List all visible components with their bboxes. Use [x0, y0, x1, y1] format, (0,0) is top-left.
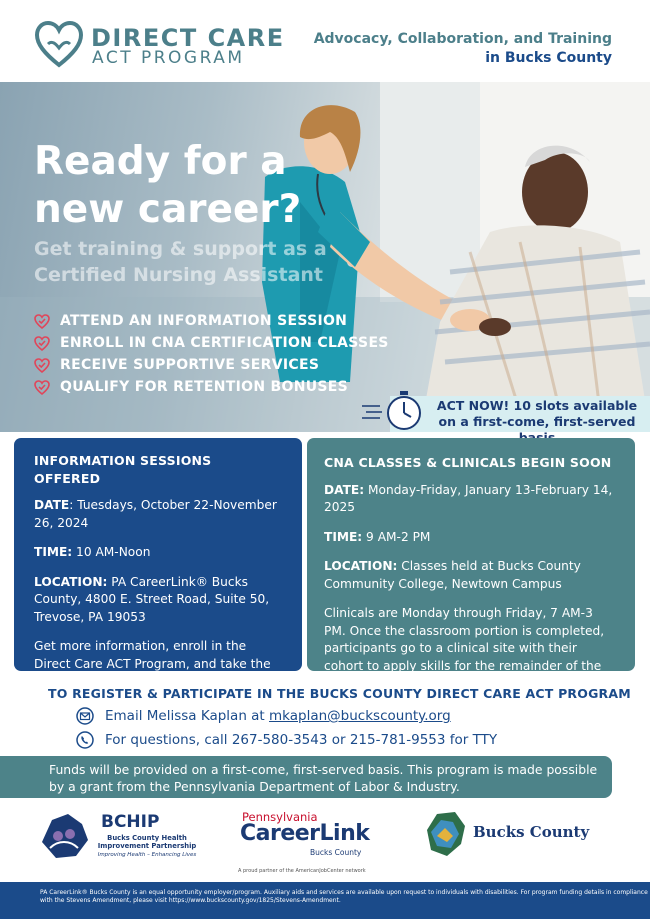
funding-notice: Funds will be provided on a first-come, first-served basis. This program is made possible by a grant from the Pennsylvania Department of Labor & Industry. [0, 756, 612, 798]
careerlink-county: Bucks County [310, 848, 362, 857]
hero-subtitle [34, 236, 327, 288]
heart-check-icon [34, 336, 50, 351]
logo-subtitle: ACT PROGRAM [92, 48, 245, 68]
email-contact [76, 706, 451, 726]
bullet-text: RECEIVE SUPPORTIVE SERVICES [60, 357, 320, 373]
heart-check-icon [34, 358, 50, 373]
time-value: 10 AM-Noon [72, 545, 151, 559]
cna-date [324, 482, 617, 517]
info-time [34, 544, 282, 562]
bullet-text: ATTEND AN INFORMATION SESSION [60, 313, 348, 329]
email-icon [76, 707, 94, 725]
location-label: LOCATION: [324, 559, 398, 573]
hero-subtitle-line1: Get training & support as a [34, 238, 327, 260]
time-value: 9 AM-2 PM [362, 529, 431, 544]
bucks-county-name: Bucks County [473, 823, 590, 841]
email-link[interactable]: mkaplan@buckscounty.org [269, 708, 451, 724]
heart-logo-icon [34, 20, 84, 70]
careerlink-name: CareerLink [240, 821, 370, 846]
careerlink-partner: A proud partner of the AmericanJobCenter network [238, 868, 366, 874]
cna-location [324, 558, 617, 593]
cna-time [324, 529, 617, 547]
phone-icon [76, 731, 94, 749]
bullet-text: ENROLL IN CNA CERTIFICATION CLASSES [60, 335, 389, 351]
header-tagline [314, 30, 612, 68]
bucks-county-logo [421, 810, 591, 860]
time-label: TIME: [324, 529, 363, 544]
phone-contact [76, 730, 497, 750]
info-location [34, 574, 282, 627]
page-header [0, 0, 650, 82]
act-now-banner [362, 388, 650, 432]
date-value: Monday-Friday, January 13-February 14, 2025 [324, 482, 613, 514]
location-label: LOCATION: [34, 574, 108, 589]
register-heading: TO REGISTER & PARTICIPATE IN THE BUCKS COUNTY DIRECT CARE ACT PROGRAM [48, 686, 631, 701]
list-item [34, 354, 389, 376]
tagline-line2: in Bucks County [485, 50, 612, 66]
location-value: Classes held at Bucks County Community College, Newtown Campus [324, 559, 581, 591]
heart-check-icon [34, 380, 50, 395]
phone-text: For questions, call 267-580-3543 or 215-781-9553 for TTY [105, 732, 498, 748]
email-prefix: Email Melissa Kaplan at [105, 708, 270, 724]
bchip-name: BCHIP [101, 812, 160, 832]
cna-classes-heading: CNA CLASSES & CLINICALS BEGIN SOON [324, 455, 612, 470]
act-now-line1: ACT NOW! 10 slots available [436, 398, 638, 413]
info-date [34, 497, 282, 532]
bchip-full-name: Bucks County Health Improvement Partnership [97, 834, 197, 850]
hero-title-line1: Ready for a [34, 139, 287, 184]
act-now-line2: on a first-come, first-served [438, 414, 636, 429]
date-label: DATE: [324, 482, 365, 497]
tagline-line1: Advocacy, Collaboration, and Training [313, 31, 612, 47]
bchip-motto: Improving Health – Enhancing Lives [97, 852, 197, 858]
list-item [34, 376, 389, 398]
heart-check-icon [34, 314, 50, 329]
date-value: : Tuesdays, October 22-November 26, 2024 [34, 498, 277, 530]
bullet-text: QUALIFY FOR RETENTION BONUSES [60, 379, 349, 395]
info-sessions-heading: INFORMATION SESSIONS OFFERED [34, 453, 212, 486]
bucks-county-map-icon [38, 812, 90, 860]
hero-banner [0, 82, 650, 432]
cna-classes-card [307, 438, 635, 690]
hero-title [34, 138, 301, 234]
hero-subtitle-line2: Certified Nursing Assistant [34, 264, 323, 286]
logo-title: DIRECT CARE [91, 24, 285, 52]
location-value: PA CareerLink® Bucks County, 4800 E. Street Road, Suite 50, Trevose, PA 19053 [34, 574, 270, 624]
time-label: TIME: [34, 545, 73, 559]
date-label: DATE [34, 498, 70, 512]
hero-title-line2: new career? [34, 187, 302, 232]
stopwatch-icon [362, 388, 426, 432]
info-sessions-card [14, 438, 302, 688]
list-item [34, 332, 389, 354]
footer-disclaimer: PA CareerLink® Bucks County is an equal opportunity employer/program. Auxiliary aids and services are available upon request to individuals with disabilities. For program funding details in compliance with the Stevens Amendment, please visit https://www.buckscounty.gov/1825/Stevens-Amendment. [0, 882, 650, 919]
benefits-list [34, 310, 389, 398]
bchip-logo [38, 812, 208, 862]
cna-note: Clinicals are Monday through Friday, 7 AM-3 PM. Once the classroom portion is completed, participants go to a clinical site with their cohort to apply skills for the remainder of the course. [324, 606, 605, 690]
info-note: Get more information, enroll in the Direct Care ACT Program, and take the required entrance exam. [34, 639, 271, 688]
careerlink-state: Pennsylvania [242, 810, 318, 824]
bucks-county-seal-icon [421, 810, 469, 858]
list-item [34, 310, 389, 332]
pa-careerlink-logo [238, 810, 378, 874]
